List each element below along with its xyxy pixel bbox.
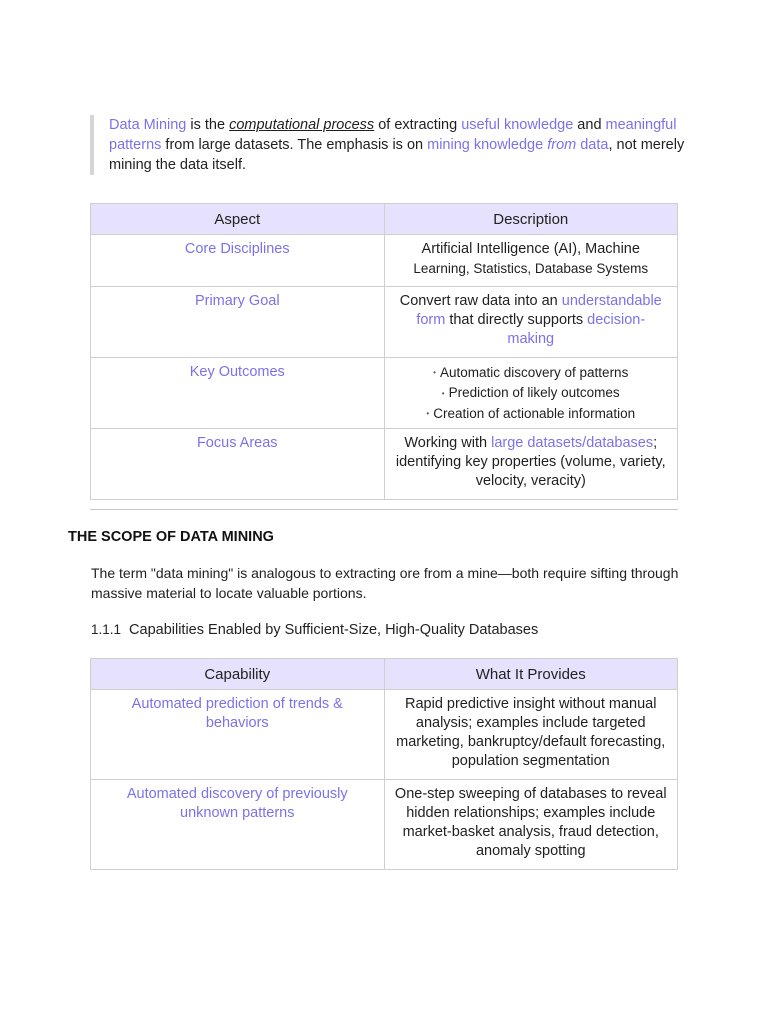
intro-text: is the (186, 117, 230, 133)
table-row (91, 690, 678, 780)
subsection-heading (91, 622, 538, 638)
capability-cell: Automated discovery of previously unknown patterns (91, 780, 385, 870)
description-line: Artificial Intelligence (AI), Machine (421, 241, 640, 257)
term-from: from (547, 137, 577, 153)
term-decision-making: decision-making (507, 312, 646, 347)
list-item (395, 383, 668, 403)
description-text: ; identifying key properties (volume, variety, velocity, veracity) (395, 435, 666, 490)
bullet-text: Creation of actionable information (433, 405, 636, 421)
term-useful-knowledge: useful knowledge (461, 117, 574, 133)
bullet-icon: • (433, 368, 436, 378)
bullet-text: Prediction of likely outcomes (448, 385, 620, 401)
table-header-row (91, 659, 678, 690)
table-row (91, 429, 678, 500)
description-text: Convert raw data into an (399, 293, 562, 309)
description-cell (384, 287, 678, 358)
intro-text: from large datasets. The emphasis is on (161, 137, 428, 153)
description-cell (384, 429, 678, 500)
description-text: that directly supports (445, 312, 588, 328)
intro-text: , not merely mining the data itself. (109, 137, 685, 173)
section-paragraph: The term "data mining" is analogous to extracting ore from a mine—both require sifting through massive material to locate valuable portions. (91, 565, 679, 601)
term-data-mining: Data Mining (109, 117, 187, 133)
term-computational-process: computational process (229, 117, 375, 133)
table-row (91, 358, 678, 429)
capability-cell: Automated prediction of trends & behaviors (91, 690, 385, 780)
list-item (395, 363, 668, 383)
section-divider (90, 509, 678, 510)
provides-cell: Rapid predictive insight without manual analysis; examples include targeted marketing, bankruptcy/default forecasting, population segmentation (384, 690, 678, 780)
description-line: Learning, Statistics, Database Systems (413, 261, 649, 276)
aspect-cell: Primary Goal (91, 287, 385, 358)
term-large-datasets: large datasets/databases (491, 435, 654, 452)
term-understandable-form: understandable form (416, 293, 662, 328)
description-cell (384, 358, 678, 429)
subsection-number: 1.1.1 (91, 622, 122, 637)
section-heading: THE SCOPE OF DATA MINING (68, 529, 274, 545)
table-row (91, 287, 678, 358)
term-data: data (576, 137, 609, 153)
list-item (395, 404, 668, 424)
header-aspect: Aspect (91, 204, 385, 235)
table-header-row (91, 204, 678, 235)
description-text: Working with (404, 435, 492, 452)
bullet-icon: • (426, 409, 430, 419)
aspect-cell: Core Disciplines (91, 235, 385, 287)
aspect-table (90, 203, 678, 500)
term-meaningful-patterns: meaningful patterns (109, 117, 677, 153)
intro-text: and (573, 117, 606, 133)
description-cell (384, 235, 678, 287)
header-description: Description (384, 204, 678, 235)
intro-text: of extracting (374, 117, 462, 133)
header-capability: Capability (91, 659, 385, 690)
aspect-cell: Focus Areas (91, 429, 385, 500)
bullet-text: Automatic discovery of patterns (439, 365, 629, 380)
aspect-cell: Key Outcomes (91, 358, 385, 429)
table-row (91, 780, 678, 870)
subsection-title: Capabilities Enabled by Sufficient-Size, High-Quality Databases (129, 622, 539, 638)
provides-cell: One-step sweeping of databases to reveal hidden relationships; examples include market-basket analysis, fraud detection, anomaly spotting (384, 780, 678, 870)
intro-blockquote (90, 115, 704, 175)
table-row (91, 235, 678, 287)
bullet-icon: • (441, 388, 445, 398)
capability-table (90, 658, 678, 870)
header-what-it-provides: What It Provides (384, 659, 678, 690)
term-mining-knowledge: mining knowledge (427, 137, 548, 153)
